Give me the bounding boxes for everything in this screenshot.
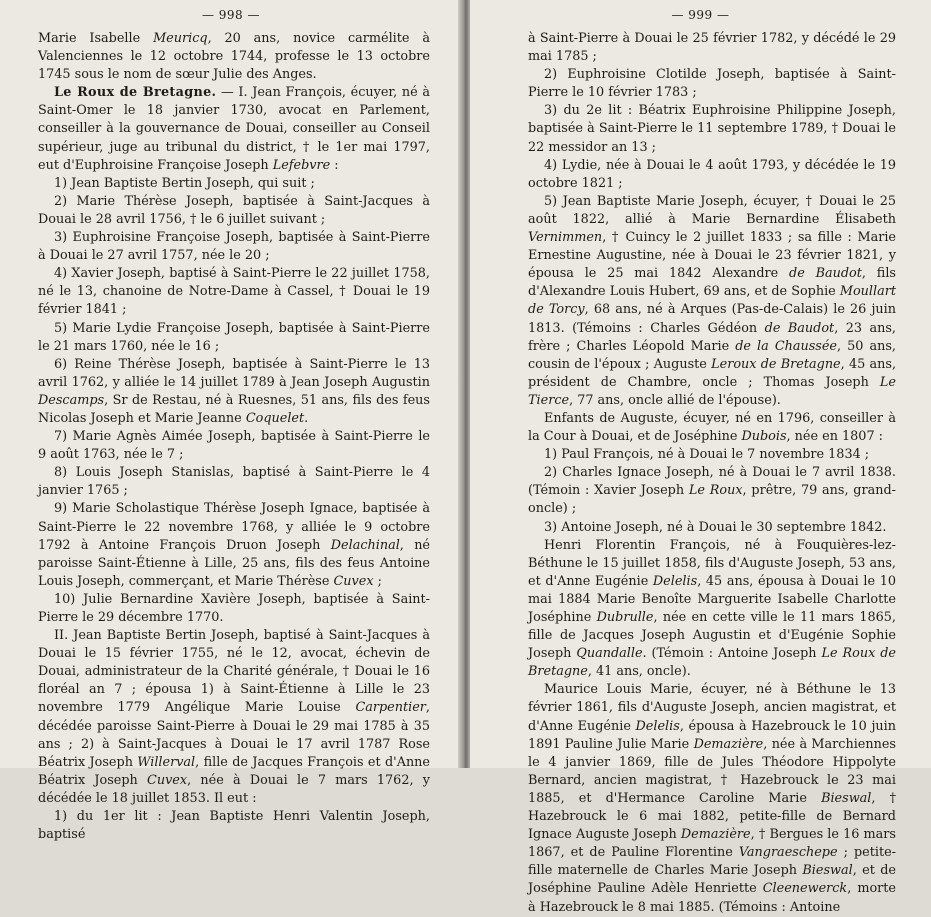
surname: Demazière: [680, 827, 751, 843]
paragraph: [38, 808, 430, 844]
surname: Willerval: [137, 754, 196, 770]
text-run: , 45 ans, président de Chambre, oncle ; Thomas Joseph: [528, 356, 897, 390]
surname: Le Tierce: [528, 374, 896, 408]
text-run: Maurice Louis Marie, écuyer, né à Béthune le 13 février 1861, fils d'Auguste Joseph, ancien magistrat, et d'Anne Eugénie: [528, 682, 896, 734]
surname: Meuricq: [153, 31, 208, 46]
paragraph: [38, 320, 430, 356]
text-run: à Saint-Pierre à Douai le 25 février 1782, y décédé le 29 mai 1785 ;: [528, 31, 896, 65]
text-run: :: [330, 157, 339, 173]
text-run: , prêtre, 79 ans, grand-oncle) ;: [528, 483, 897, 517]
paragraph: [38, 30, 430, 84]
text-run: , 23 ans, frère ; Charles Léopold Marie: [528, 320, 896, 354]
surname: de Baudot: [764, 320, 835, 336]
surname: de la Chaussée: [735, 338, 838, 354]
paragraph: [528, 30, 896, 66]
text-run: , 41 ans, oncle).: [587, 664, 691, 680]
surname: Coquelet: [245, 410, 305, 426]
text-run: , née en 1807 :: [786, 429, 883, 445]
text-run: Enfants de Auguste, écuyer, né en 1796, conseiller à la Cour à Douai, et de Joséphine: [528, 410, 896, 445]
paragraph: [38, 84, 430, 174]
text-run: , † Cuincy le 2 juillet 1833 ; sa fille : Marie Ernestine Augustine, née à Douai le 23 février 1821, y épousa le 25 mai 1842 Alexandre: [528, 230, 896, 282]
surname: de Baudot: [789, 266, 862, 282]
text-run: 5) Jean Baptiste Marie Joseph, écuyer, † Douai le 25 août 1822, allié à Marie Bernardine Élisabeth: [528, 193, 896, 227]
text-run: . (Témoin : Antoine Joseph: [642, 646, 822, 662]
paragraph: [38, 265, 430, 319]
paragraph: [528, 446, 896, 464]
text-run: , morte à Hazebrouck le 8 mai 1885. (Témoins : Antoine: [528, 881, 896, 915]
surname: Le Roux de Bretagne: [528, 646, 896, 680]
text-run: 5) Marie Lydie Françoise Joseph, baptisée à Saint-Pierre le 21 mars 1760, née le 16 ;: [38, 320, 430, 354]
surname: Demazière: [693, 736, 764, 752]
text-run: , 68 ans, né à Arques (Pas-de-Calais) le 26 juin 1813. (Témoins : Charles Gédéon: [528, 302, 896, 336]
left-page-text: [38, 30, 430, 844]
text-run: 4) Xavier Joseph, baptisé à Saint-Pierre le 22 juillet 1758, né le 13, chanoine de Notre-Dame à Cassel, † Douai le 19 février 1841 ;: [38, 266, 430, 318]
surname: Leroux de Bretagne: [711, 356, 841, 372]
text-run: .: [304, 410, 309, 426]
text-run: 7) Marie Agnès Aimée Joseph, baptisée à Saint-Pierre le 9 août 1763, née le 7 ;: [38, 429, 430, 463]
surname: Cleenewerck: [762, 881, 848, 897]
text-run: Marie Isabelle: [38, 31, 154, 46]
text-run: , né paroisse Saint-Étienne à Lille, 25 ans, fils des feus Antoine Louis Joseph, commerçant, et Marie Thérèse: [38, 537, 431, 589]
surname: Vernimmen: [528, 230, 603, 246]
surname: Lefebvre: [272, 157, 331, 173]
text-run: ; petite-fille maternelle de Charles Marie Joseph: [528, 845, 896, 879]
text-run: , 20 ans, novice carmélite à Valenciennes le 12 octobre 1744, professe le 13 octobre 1745 sous le nom de sœur Julie des Anges.: [38, 31, 430, 83]
text-run: , Sr de Restau, né à Ruesnes, 51 ans, fils des feus Nicolas Joseph et Marie Jeanne: [38, 392, 430, 426]
surname: Moullart de Torcy: [528, 284, 896, 318]
text-run: 4) Lydie, née à Douai le 4 août 1793, y décédée le 19 octobre 1821 ;: [528, 157, 896, 191]
entry-heading: Le Roux de Bretagne.: [54, 85, 217, 101]
text-run: , épousa à Hazebrouck le 10 juin 1891 Pauline Julie Marie: [528, 718, 896, 752]
text-run: , 45 ans, épousa à Douai le 10 mai 1884 Marie Benoîte Marguerite Isabelle Charlotte Joséphine: [528, 573, 896, 625]
text-run: , et de Joséphine Pauline Adèle Henriette: [528, 863, 897, 897]
paragraph: [38, 356, 430, 428]
text-run: 3) Euphroisine Françoise Joseph, baptisée à Saint-Pierre à Douai le 27 avril 1757, née le 20 ;: [38, 230, 430, 264]
text-run: 3) Antoine Joseph, né à Douai le 30 septembre 1842.: [544, 519, 887, 535]
paragraph: [38, 428, 430, 464]
text-run: II. Jean Baptiste Bertin Joseph, baptisé à Saint-Jacques à Douai le 15 février 1755, né le 12, avocat, échevin de Douai, administrateur de la Charité générale, † Douai le 16 floréal an 7 ; épousa 1) à Saint-Étienne à Lille le 23 novembre 1779 Angélique Marie Louise: [38, 628, 430, 716]
text-run: , fils d'Alexandre Louis Hubert, 69 ans, et de Sophie: [528, 266, 896, 300]
surname: Delelis: [652, 573, 698, 589]
surname: Dubois: [741, 429, 787, 445]
text-run: , décédée paroisse Saint-Pierre à Douai le 29 mai 1785 à 35 ans ; 2) à Saint-Jacques à Douai le 17 avril 1787 Rose Béatrix Joseph: [38, 700, 430, 770]
right-page: [470, 0, 931, 915]
left-page-number: — 998 —: [201, 8, 261, 22]
paragraph: [38, 591, 430, 627]
text-run: 1) Paul François, né à Douai le 7 novembre 1834 ;: [544, 447, 870, 463]
text-run: , † Hazebrouck le 6 mai 1882, petite-fille de Bernard Ignace Auguste Joseph: [528, 790, 896, 843]
text-run: 1) du 1er lit : Jean Baptiste Henri Valentin Joseph, baptisé: [38, 809, 430, 843]
surname: Le Roux: [688, 483, 743, 499]
paragraph: [528, 66, 896, 102]
text-run: , † Bergues le 16 mars 1867, et de Pauline Florentine: [528, 827, 896, 861]
paragraph: [528, 537, 896, 682]
text-run: 2) Euphroisine Clotilde Joseph, baptisée à Saint-Pierre le 10 février 1783 ;: [528, 67, 896, 101]
text-run: , née à Douai le 7 mars 1762, y décédée le 18 juillet 1853. Il eut :: [38, 772, 430, 806]
surname: Cuvex: [333, 573, 374, 589]
text-run: 8) Louis Joseph Stanislas, baptisé à Saint-Pierre le 4 janvier 1765 ;: [38, 465, 430, 499]
text-run: 6) Reine Thérèse Joseph, baptisée à Saint-Pierre le 13 avril 1762, y alliée le 14 juillet 1789 à Jean Joseph Augustin: [38, 356, 430, 390]
text-run: 9) Marie Scholastique Thérèse Joseph Ignace, baptisée à Saint-Pierre le 22 novembre 1768, y alliée le 9 octobre 1792 à Antoine François Druon Joseph: [38, 501, 430, 553]
text-run: ;: [373, 573, 382, 589]
paragraph: [528, 157, 896, 193]
text-run: Henri Florentin François, né à Fouquières-lez-Béthune le 15 juillet 1858, fils d'Auguste Joseph, 53 ans, et d'Anne Eugénie: [528, 537, 896, 589]
text-run: — I. Jean François, écuyer, né à Saint-Omer le 18 janvier 1730, avocat en Parlement, conseiller à la gouvernance de Douai, conseiller au Conseil supérieur, juge au tribunal du district, † le 1er mai 1797, eut d'Euphroisine Françoise Joseph: [38, 85, 430, 173]
text-run: , 50 ans, cousin de l'époux ; Auguste: [528, 338, 896, 372]
paragraph: [38, 464, 430, 500]
text-run: , 77 ans, oncle allié de l'épouse).: [569, 392, 781, 408]
text-run: , fille de Jacques François et d'Anne Béatrix Joseph: [38, 754, 430, 788]
paragraph: [528, 464, 896, 518]
surname: Dubrulle: [596, 610, 654, 625]
surname: Vangraeschepe: [738, 845, 838, 861]
text-run: 3) du 2e lit : Béatrix Euphroisine Philippine Joseph, baptisée à Saint-Pierre le 11 septembre 1789, † Douai le 22 messidor an 13 ;: [528, 103, 896, 155]
text-run: 2) Marie Thérèse Joseph, baptisée à Saint-Jacques à Douai le 28 avril 1756, † le 6 juillet suivant ;: [38, 193, 430, 227]
surname: Descamps: [38, 392, 105, 408]
paragraph: [528, 102, 896, 156]
right-page-number: — 999 —: [671, 8, 730, 22]
surname: Bieswal: [821, 790, 872, 806]
paragraph: [528, 410, 896, 446]
text-run: , née en cette ville le 11 mars 1865, fille de Jacques Joseph Augustin et d'Eugénie Sophie Joseph: [528, 610, 896, 662]
surname: Delachinal: [330, 537, 400, 553]
paragraph: [528, 681, 896, 916]
text-run: 1) Jean Baptiste Bertin Joseph, qui suit ;: [54, 175, 315, 191]
surname: Quandalle: [576, 646, 643, 662]
surname: Cuvex: [147, 772, 188, 788]
paragraph: [528, 519, 896, 537]
paragraph: [38, 500, 430, 590]
surname: Carpentier: [355, 700, 426, 716]
paragraph: [38, 175, 430, 193]
paragraph: [528, 193, 896, 410]
surname: Delelis: [635, 718, 680, 734]
text-run: 10) Julie Bernardine Xavière Joseph, baptisée à Saint-Pierre le 29 décembre 1770.: [38, 591, 430, 625]
paragraph: [38, 229, 430, 265]
paragraph: [38, 193, 430, 229]
right-page-text: [528, 30, 896, 917]
surname: Bieswal: [802, 863, 853, 879]
left-page: [0, 0, 462, 843]
text-run: , née à Marchiennes le 4 janvier 1869, fille de Jules Théodore Hippolyte Bernard, ancien magistrat, † Hazebrouck le 23 mai 1885, et d'Hermance Caroline Marie: [528, 736, 896, 806]
paragraph: [38, 627, 430, 808]
text-run: 2) Charles Ignace Joseph, né à Douai le 7 avril 1838. (Témoin : Xavier Joseph: [528, 465, 896, 499]
